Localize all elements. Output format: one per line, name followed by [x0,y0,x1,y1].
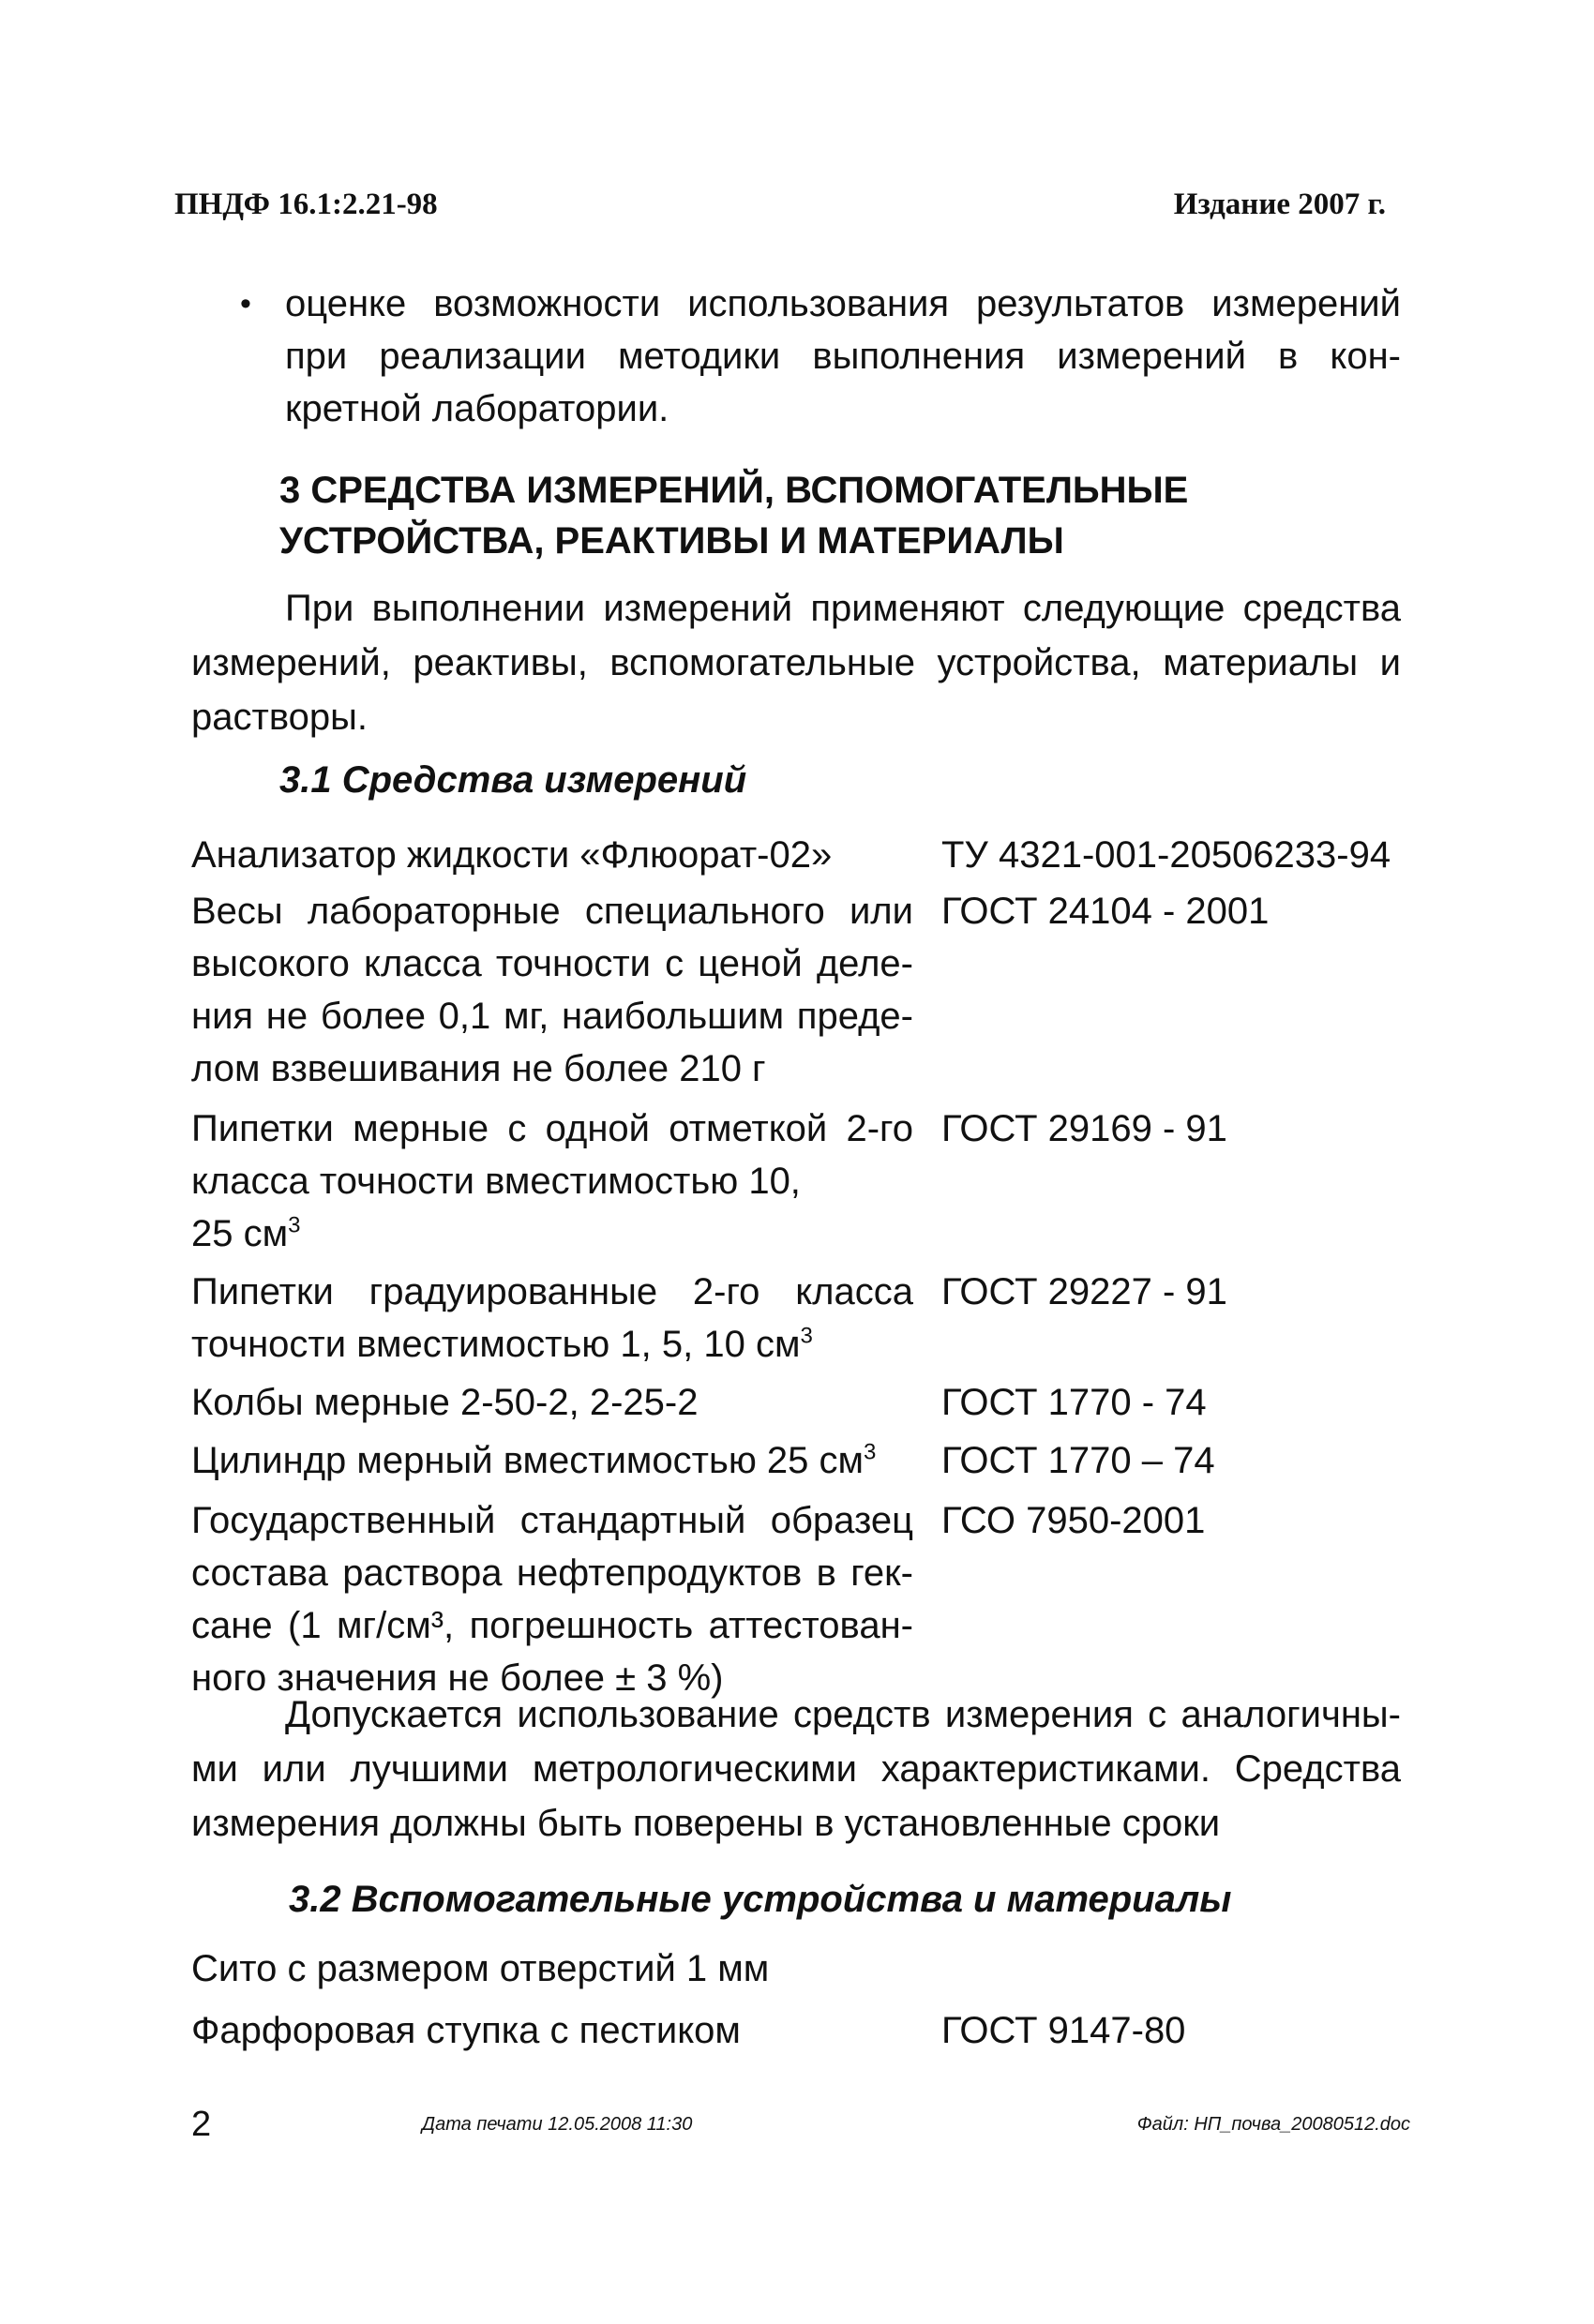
paragraph-line: измерений, реактивы, вспомогательные устройства, материалы и [191,642,1401,683]
equipment-name [191,1376,913,1429]
equipment-standard: ТУ 4321-001-20506233-94 [941,834,1391,876]
subsection-3-2-heading: 3.2 Вспомогательные устройства и материалы [289,1879,1232,1920]
material-row [191,2004,1186,2057]
bullet-icon: • [240,286,251,322]
equipment-name [191,1494,913,1704]
equipment-row [191,1434,1215,1487]
name-line: класса точности вместимостью 10, [191,1161,801,1202]
equipment-name [191,885,913,1095]
name-line: Весы лабораторные специального или [191,891,913,932]
section-3-intro [191,581,1401,744]
material-name [191,1942,913,1995]
document-code: ПНДФ 16.1:2.21-98 [174,187,438,221]
equipment-name [191,829,913,881]
equipment-standard: ГСО 7950-2001 [941,1500,1206,1541]
paragraph-line: измерения должны быть поверены в установленные сроки [191,1803,1221,1844]
name-line: сане (1 мг/см³, погрешность аттестован- [191,1605,913,1646]
equipment-row [191,1494,1206,1704]
bullet-line: при реализации методики выполнения измерений в кон- [285,336,1401,377]
edition-label: Издание 2007 г. [1173,187,1386,221]
bullet-line: кретной лаборатории. [285,388,669,429]
section-3-title [279,465,1188,566]
print-date: Дата печати 12.05.2008 11:30 [422,2114,693,2135]
equipment-name [191,1434,913,1487]
name-line: высокого класса точности с ценой деле- [191,943,913,984]
equipment-row [191,829,1391,881]
material-name [191,2004,913,2057]
paragraph-line: растворы. [191,697,368,738]
name-line: Пипетки мерные с одной отметкой 2-го [191,1108,913,1149]
equipment-name [191,1102,913,1260]
section-title-line: 3 СРЕДСТВА ИЗМЕРЕНИЙ, ВСПОМОГАТЕЛЬНЫЕ [279,470,1189,511]
name-line: Сито с размером отверстий 1 мм [191,1948,770,1989]
name-line: лом взвешивания не более 210 г [191,1048,766,1089]
equipment-standard: ГОСТ 24104 - 2001 [941,891,1270,932]
page-number: 2 [191,2105,212,2144]
equipment-name [191,1266,913,1371]
section-title-line: УСТРОЙСТВА, РЕАКТИВЫ И МАТЕРИАЛЫ [279,520,1064,562]
name-line: Государственный стандартный образец [191,1500,913,1541]
paragraph-line: ми или лучшими метрологическими характеристиками. Средства [191,1748,1401,1790]
equipment-row [191,885,1270,1095]
equipment-row [191,1102,1227,1260]
material-standard: ГОСТ 9147-80 [941,2010,1186,2051]
file-name: Файл: НП_почва_20080512.doc [1136,2114,1410,2135]
equipment-standard: ГОСТ 29227 - 91 [941,1271,1227,1312]
equipment-row [191,1376,1207,1429]
material-row [191,1942,913,1995]
name-line: Фарфоровая ступка с пестиком [191,2010,741,2051]
name-line: Цилиндр мерный вместимостью 25 $см^3$ [191,1439,877,1481]
equipment-standard: ГОСТ 1770 - 74 [941,1382,1207,1423]
name-line: Пипетки градуированные 2-го класса [191,1271,913,1312]
bullet-item [240,277,1401,435]
paragraph-line: При выполнении измерений применяют следующие средства [285,588,1401,629]
bullet-line: оценке возможности использования результатов измерений [285,283,1401,324]
name-line: точности вместимостью 1, 5, 10 $см^3$ [191,1323,813,1365]
name-line: Анализатор жидкости «Флюорат-02» [191,834,833,876]
name-line: Колбы мерные 2-50-2, 2-25-2 [191,1382,699,1423]
equipment-standard: ГОСТ 1770 – 74 [941,1440,1215,1481]
equipment-standard: ГОСТ 29169 - 91 [941,1108,1227,1149]
name-line: ного значения не более ± 3 %) [191,1657,724,1699]
name-line: ния не более 0,1 мг, наибольшим преде- [191,996,913,1037]
equipment-row [191,1266,1227,1371]
note-paragraph [191,1687,1401,1851]
name-line: 25 $см^3$ [191,1212,301,1254]
subsection-3-1-heading: 3.1 Средства измерений [279,759,747,801]
paragraph-line: Допускается использование средств измерения с аналогичны- [285,1694,1401,1735]
name-line: состава раствора нефтепродуктов в гек- [191,1552,913,1594]
